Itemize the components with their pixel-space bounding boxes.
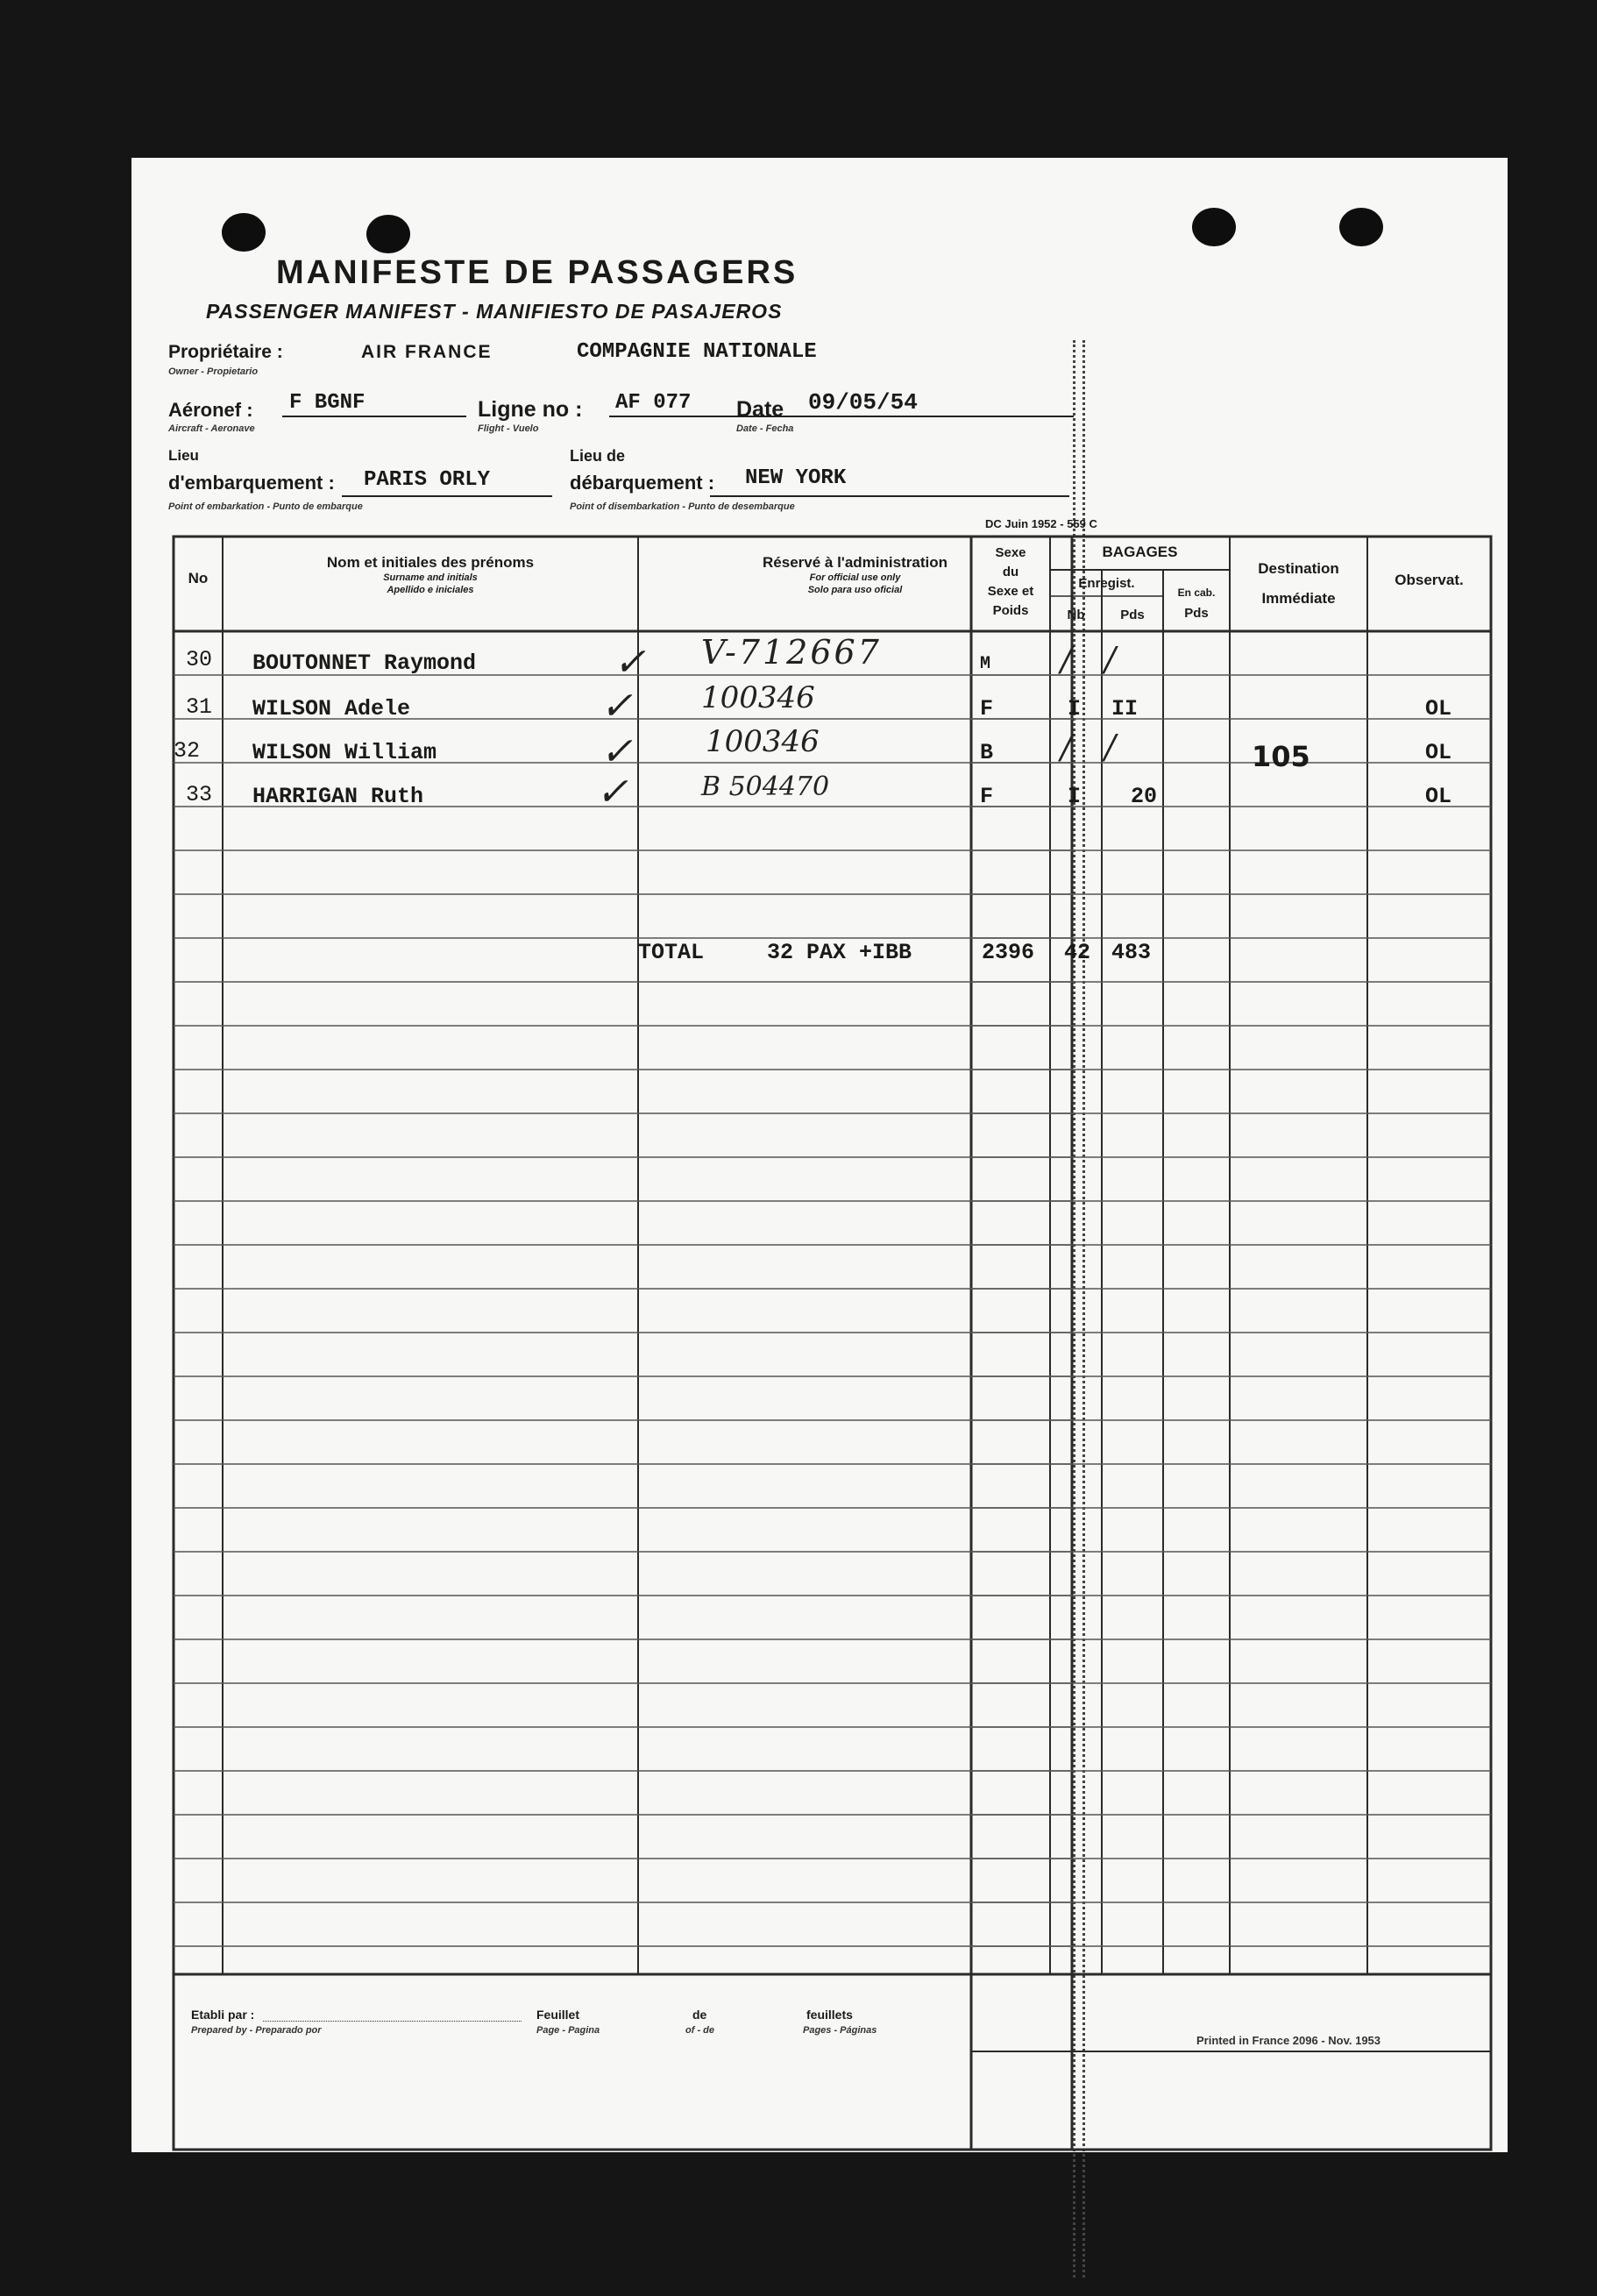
sheet-sublabel: Page - Pagina [536, 2025, 600, 2036]
column-header-destination-line2: Immédiate [1261, 590, 1336, 607]
destination: 105 [1252, 740, 1310, 773]
column-header-observ: Observat. [1395, 572, 1464, 588]
admin-reference: 100346 [706, 724, 820, 759]
prepared-by-line [263, 2021, 522, 2022]
row-number: 30 [186, 647, 213, 672]
owner-label: Propriétaire : [168, 342, 283, 362]
column-header-destination [1230, 554, 1367, 614]
column-header-sex-line2: du [1002, 565, 1019, 579]
passenger-sex: B [980, 740, 994, 765]
column-header-sex-line1: Sexe [995, 545, 1026, 560]
observation: OL [1425, 740, 1452, 765]
column-header-no: No [188, 570, 209, 586]
prepared-by-sublabel: Prepared by - Preparado por [191, 2025, 322, 2036]
column-header-name-sub2: Apellido e iniciales [387, 585, 474, 595]
row-number: 33 [186, 782, 213, 807]
column-header-name [223, 554, 638, 596]
baggage-count: I [1068, 784, 1082, 809]
disembark-label-line2: débarquement : [570, 472, 715, 494]
column-header-registered: Enregist. [1078, 576, 1135, 591]
passenger-sex: F [980, 784, 994, 809]
owner-value: AIR FRANCE [361, 342, 493, 362]
row-number: 32 [174, 738, 201, 764]
form-code: DC Juin 1952 - 559 C [985, 517, 1097, 530]
passenger-sex: M [980, 654, 991, 674]
column-header-name-sub1: Surname and initials [383, 572, 478, 583]
embark-label-line2: d'embarquement : [168, 472, 335, 494]
column-header-sex [971, 544, 1050, 621]
owner-extra: COMPAGNIE NATIONALE [577, 340, 817, 364]
column-header-sex-line4: Poids [992, 603, 1029, 618]
column-header-name-label: Nom et initiales des prénoms [326, 554, 535, 571]
check-mark: ✓ [600, 684, 633, 729]
baggage-weight: 20 [1131, 784, 1158, 809]
check-mark: ✓ [600, 729, 633, 774]
column-header-cabin-line2: Pds [1184, 606, 1209, 621]
passenger-sex: F [980, 696, 994, 721]
column-header-admin-sub2: Solo para uso oficial [807, 585, 903, 595]
total-pax: 32 PAX +IBB [767, 940, 912, 965]
column-header-baggage: BAGAGES [1102, 544, 1178, 560]
embark-label-line1: Lieu [168, 447, 199, 464]
column-header-destination-line1: Destination [1258, 560, 1339, 577]
baggage-weight: II [1111, 696, 1139, 721]
prepared-by-label: Etabli par : [191, 2008, 255, 2022]
page-subtitle: PASSENGER MANIFEST - MANIFIESTO DE PASAJEROS [206, 300, 783, 323]
page-title: MANIFESTE DE PASSAGERS [276, 254, 798, 291]
admin-reference: V-712667 [701, 633, 882, 672]
manifest-sheet [131, 158, 1508, 2152]
admin-reference: B 504470 [701, 771, 830, 802]
column-header-cabin-line1: En cab. [1177, 586, 1216, 599]
date-label: Date [736, 397, 784, 422]
column-header-cabin [1163, 582, 1230, 624]
passenger-name: WILSON William [252, 740, 437, 765]
flight-value: AF 077 [615, 391, 692, 415]
sheet-label: Feuillet [536, 2008, 580, 2022]
baggage-count: I [1068, 696, 1082, 721]
total-label: TOTAL [638, 940, 705, 965]
observation: OL [1425, 696, 1452, 721]
disembark-sublabel: Point of disembarkation - Punto de desembarque [570, 501, 795, 512]
baggage-count: / [1061, 640, 1072, 679]
printed-note: Printed in France 2096 - Nov. 1953 [1196, 2034, 1381, 2047]
disembark-value: NEW YORK [745, 466, 847, 490]
total-weight: 2396 [982, 940, 1035, 965]
of-sublabel: of - de [685, 2025, 714, 2036]
of-label: de [692, 2008, 707, 2022]
passenger-name: BOUTONNET Raymond [252, 650, 477, 676]
check-mark: ✓ [596, 770, 628, 814]
column-header-sex-line3: Sexe et [987, 584, 1034, 599]
check-mark: ✓ [614, 640, 646, 685]
admin-reference: 100346 [701, 680, 815, 715]
flight-label: Ligne no : [478, 397, 583, 422]
baggage-weight: / [1104, 728, 1116, 766]
sheets-label: feuillets [806, 2008, 853, 2022]
baggage-weight: / [1104, 640, 1116, 679]
passenger-name: HARRIGAN Ruth [252, 784, 424, 809]
total-baggage-count: 42 [1064, 940, 1091, 965]
embark-sublabel: Point of embarkation - Punto de embarque [168, 501, 363, 512]
column-header-nb: Nb [1067, 608, 1085, 622]
row-number: 31 [186, 694, 213, 720]
flight-sublabel: Flight - Vuelo [478, 423, 539, 434]
aircraft-value: F BGNF [289, 391, 366, 415]
embark-value: PARIS ORLY [364, 468, 491, 492]
column-header-pds: Pds [1120, 608, 1145, 622]
owner-sublabel: Owner - Propietario [168, 366, 259, 377]
disembark-label-line1: Lieu de [570, 447, 626, 465]
total-baggage-weight: 483 [1111, 940, 1152, 965]
sheets-sublabel: Pages - Páginas [803, 2025, 877, 2036]
observation: OL [1425, 784, 1452, 809]
manifest-table-grid [131, 158, 1508, 2152]
column-header-admin-label: Réservé à l'administration [763, 554, 948, 571]
date-sublabel: Date - Fecha [736, 423, 794, 434]
baggage-count: / [1061, 728, 1072, 766]
passenger-name: WILSON Adele [252, 696, 411, 721]
aircraft-label: Aéronef : [168, 399, 253, 421]
aircraft-sublabel: Aircraft - Aeronave [168, 423, 255, 434]
date-value: 09/05/54 [808, 389, 918, 416]
column-header-admin-sub1: For official use only [809, 572, 901, 583]
